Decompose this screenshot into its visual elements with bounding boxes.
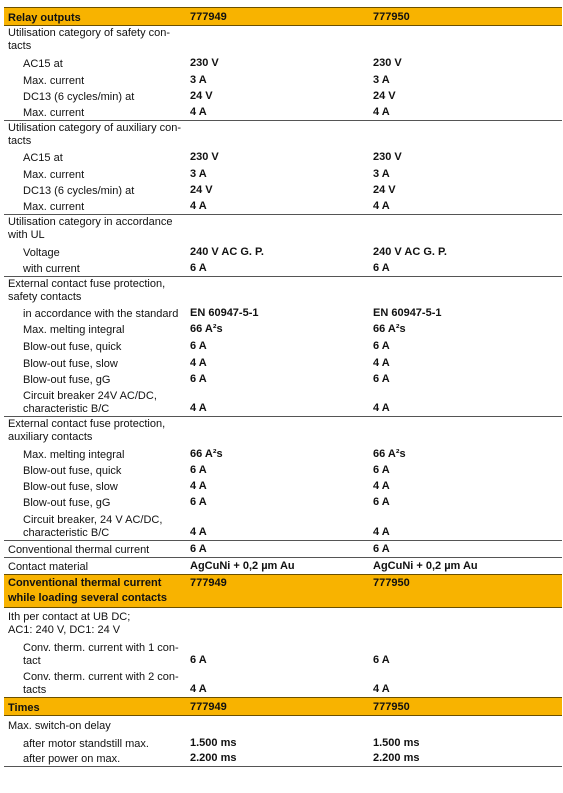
row-value-2: 4 A [373,683,390,695]
row-value-2: 4 A [373,200,390,212]
table-row [4,371,562,387]
row-value-1: 6 A [190,262,207,274]
spec-table [4,7,562,767]
row-value-2: 3 A [373,168,390,180]
row-value-2: 4 A [373,402,390,414]
row-label: after motor standstill max. [23,738,149,750]
header-col-777950: 777950 [373,701,410,713]
table-row [4,182,562,198]
row-value-2: 230 V [373,151,402,163]
row-value-2: 6 A [373,262,390,274]
row-value-2: 230 V [373,57,402,69]
row-value-2: AgCuNi + 0,2 µm Au [373,560,478,572]
table-row [4,751,562,767]
row-value-1: 3 A [190,74,207,86]
row-value-1: 6 A [190,496,207,508]
row-value-1: 4 A [190,200,207,212]
table-row [4,305,562,321]
row-value-1: 4 A [190,357,207,369]
table-row [4,198,562,214]
row-label: Max. current [23,169,85,181]
group-title-switch-on-delay [4,716,562,734]
row-value-2: EN 60947-5-1 [373,307,442,319]
row-value-2: 6 A [373,496,390,508]
group-title-fuse-safety [4,276,562,305]
row-value-1: EN 60947-5-1 [190,307,259,319]
table-row-contact-material [4,557,562,574]
table-row [4,54,562,71]
row-label: DC13 (6 cycles/min) at [23,185,135,197]
row-value-1: 1.500 ms [190,737,237,749]
section-header-relay-outputs [4,7,562,26]
row-label: Blow-out fuse, slow [23,358,118,370]
row-value-1: 4 A [190,480,207,492]
row-value-2: 4 A [373,480,390,492]
row-label: Max. current [23,107,85,119]
group-title: External contact fuse protection, safety contacts [8,278,166,303]
header-col-777949: 777949 [190,11,227,23]
row-label: Contact material [8,561,89,573]
group-title: Utilisation category of safety con- tacts [8,27,171,52]
row-label: AC15 at [23,152,63,164]
row-value-2: 6 A [373,543,390,555]
row-value-2: 6 A [373,654,390,666]
row-value-1: 4 A [190,106,207,118]
row-value-1: 230 V [190,57,219,69]
group-title: External contact fuse protection, auxiliary contacts [8,418,166,443]
row-label: Conv. therm. current with 2 con- tacts [23,671,179,696]
header-col-777949: 777949 [190,577,227,589]
row-value-2: 24 V [373,184,396,196]
row-value-1: 4 A [190,526,207,538]
table-row [4,104,562,120]
row-label: Max. melting integral [23,324,125,336]
section-header-thermal-several [4,574,562,608]
row-value-1: 230 V [190,151,219,163]
row-value-2: 2.200 ms [373,752,420,764]
header-label: Relay outputs [8,12,81,24]
table-row [4,165,562,182]
row-label: Blow-out fuse, quick [23,341,122,353]
row-label: AC15 at [23,58,63,70]
table-row [4,462,562,478]
table-row [4,243,562,260]
row-label: Max. current [23,75,85,87]
row-label: Max. current [23,201,85,213]
table-row [4,88,562,104]
row-label: Blow-out fuse, gG [23,374,111,386]
table-row [4,445,562,462]
row-value-2: 66 A²s [373,323,406,335]
table-row [4,387,562,416]
group-title: Max. switch-on delay [8,720,111,732]
row-value-1: 24 V [190,90,213,102]
row-label: after power on max. [23,753,121,765]
table-row [4,149,562,165]
table-row-thermal-current [4,540,562,557]
table-row [4,668,562,697]
row-value-2: 6 A [373,340,390,352]
row-label: Max. melting integral [23,449,125,461]
row-value-2: 6 A [373,464,390,476]
row-label: Conv. therm. current with 1 con- tact [23,642,179,667]
group-title-ul [4,214,562,243]
header-label: Conventional thermal current while loading several contacts [8,577,167,604]
row-value-1: 6 A [190,373,207,385]
header-col-777949: 777949 [190,701,227,713]
row-value-2: 66 A²s [373,448,406,460]
header-label: Times [8,702,40,714]
row-value-1: 6 A [190,543,207,555]
row-value-1: 6 A [190,654,207,666]
group-title: Utilisation category in accordance with UL [8,216,173,241]
row-value-2: 24 V [373,90,396,102]
row-label: Voltage [23,247,60,259]
group-title: Ith per contact at UB DC; AC1: 240 V, DC1: 24 V [8,611,131,636]
header-col-777950: 777950 [373,11,410,23]
row-label: DC13 (6 cycles/min) at [23,91,135,103]
table-row [4,494,562,510]
table-row [4,734,562,751]
row-value-2: 4 A [373,357,390,369]
row-label: Blow-out fuse, gG [23,497,111,509]
row-value-1: 3 A [190,168,207,180]
row-value-1: 66 A²s [190,448,223,460]
table-row [4,260,562,276]
row-label: in accordance with the standard [23,308,179,320]
group-title-fuse-auxiliary [4,416,562,445]
row-value-1: 2.200 ms [190,752,237,764]
table-row [4,71,562,88]
row-value-1: 6 A [190,464,207,476]
row-value-1: AgCuNi + 0,2 µm Au [190,560,295,572]
row-value-2: 4 A [373,526,390,538]
row-value-2: 4 A [373,106,390,118]
table-row [4,337,562,354]
table-row [4,478,562,494]
group-title-safety [4,26,562,54]
row-value-2: 6 A [373,373,390,385]
row-label: Circuit breaker, 24 V AC/DC, characteristic B/C [23,514,163,539]
section-header-times [4,697,562,716]
table-row [4,638,562,668]
row-value-1: 24 V [190,184,213,196]
row-value-2: 3 A [373,74,390,86]
row-value-1: 4 A [190,402,207,414]
table-row [4,354,562,371]
row-value-2: 1.500 ms [373,737,420,749]
group-title-ith [4,608,562,638]
row-label: Blow-out fuse, quick [23,465,122,477]
row-label: Conventional thermal current [8,544,150,556]
row-label: with current [23,263,80,275]
row-value-2: 240 V AC G. P. [373,246,447,258]
row-label: Blow-out fuse, slow [23,481,118,493]
table-row [4,321,562,337]
group-title-auxiliary [4,120,562,149]
table-row [4,510,562,540]
row-value-1: 240 V AC G. P. [190,246,264,258]
row-value-1: 66 A²s [190,323,223,335]
row-value-1: 4 A [190,683,207,695]
group-title: Utilisation category of auxiliary con- tacts [8,122,182,147]
header-col-777950: 777950 [373,577,410,589]
row-value-1: 6 A [190,340,207,352]
row-label: Circuit breaker 24V AC/DC, characteristic B/C [23,390,157,415]
